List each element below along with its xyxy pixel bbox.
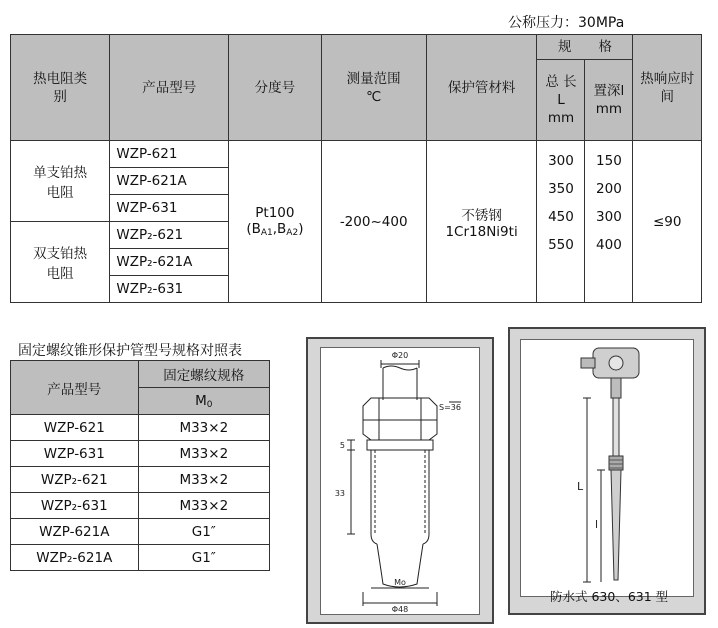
response-cell: ≤90 [633, 141, 702, 303]
mo-label: Mo [394, 578, 406, 587]
fitting-drawing-panel [306, 337, 494, 624]
group-type-double: 双支铂热 电阻 [11, 222, 110, 303]
thread-header-model: 产品型号 [11, 361, 139, 415]
thread-model: WZP₂-631 [11, 493, 139, 519]
thread-spec: G1″ [138, 519, 269, 545]
model-cell: WZP-621A [110, 168, 229, 195]
thread-model: WZP₂-621 [11, 467, 139, 493]
thread-table-title: 固定螺纹锥形保护管型号规格对照表 [18, 343, 242, 359]
fitting-drawing [320, 347, 480, 615]
header-material: 保护管材料 [426, 35, 537, 141]
thread-model: WZP-621 [11, 415, 139, 441]
thermometer-svg [521, 340, 693, 596]
model-cell: WZP-621 [110, 141, 229, 168]
header-insert-depth: 置深l mm [585, 60, 633, 141]
thermometer-caption: 防水式 630、631 型 [550, 589, 669, 604]
dim-33-label: 33 [334, 489, 345, 498]
thread-table [10, 360, 270, 571]
material-cell: 不锈钢 1Cr18Ni9ti [426, 141, 537, 303]
thread-spec: M33×2 [138, 493, 269, 519]
thread-spec: M33×2 [138, 467, 269, 493]
model-cell: WZP₂-631 [110, 276, 229, 303]
thermometer-drawing [520, 339, 694, 597]
graduation-cell: Pt100 $(B_{A1},B_{A2})$ [229, 141, 322, 303]
thermometer-photo-panel [508, 327, 706, 615]
header-model: 产品型号 [110, 35, 229, 141]
model-cell: WZP₂-621 [110, 222, 229, 249]
nominal-pressure: 公称压力：30MPa [508, 15, 625, 31]
header-spec: 规 格 [537, 35, 633, 60]
group-type-single: 单支铂热 电阻 [11, 141, 110, 222]
header-graduation: 分度号 [229, 35, 322, 141]
thread-model: WZP-631 [11, 441, 139, 467]
thread-header-spec: 固定螺纹规格 [138, 361, 269, 388]
header-total-length: 总 长 L mm [537, 60, 585, 141]
thread-header-m0: $M_0$ [138, 388, 269, 415]
spec-table [10, 34, 702, 303]
thread-spec: G1″ [138, 545, 269, 571]
header-type: 热电阻类 别 [11, 35, 110, 141]
header-response: 热响应时 间 [633, 35, 702, 141]
thread-model: WZP-621A [11, 519, 139, 545]
model-cell: WZP₂-621A [110, 249, 229, 276]
range-cell: -200~400 [321, 141, 426, 303]
thread-spec: M33×2 [138, 441, 269, 467]
thread-spec: M33×2 [138, 415, 269, 441]
phi-bottom-label: Φ48 [391, 605, 409, 614]
total-length-cell: 300 350 450 550 [537, 141, 585, 303]
phi-top-label: Φ20 [391, 351, 409, 360]
model-cell: WZP-631 [110, 195, 229, 222]
s-label: S=36 [439, 403, 461, 412]
label-l: l [595, 518, 599, 531]
label-L: L [577, 480, 584, 493]
fitting-drawing-svg [321, 348, 479, 614]
dim-5-label: 5 [339, 441, 345, 450]
insert-depth-cell: 150 200 300 400 [585, 141, 633, 303]
thread-model: WZP₂-621A [11, 545, 139, 571]
header-range: 测量范围 ℃ [321, 35, 426, 141]
